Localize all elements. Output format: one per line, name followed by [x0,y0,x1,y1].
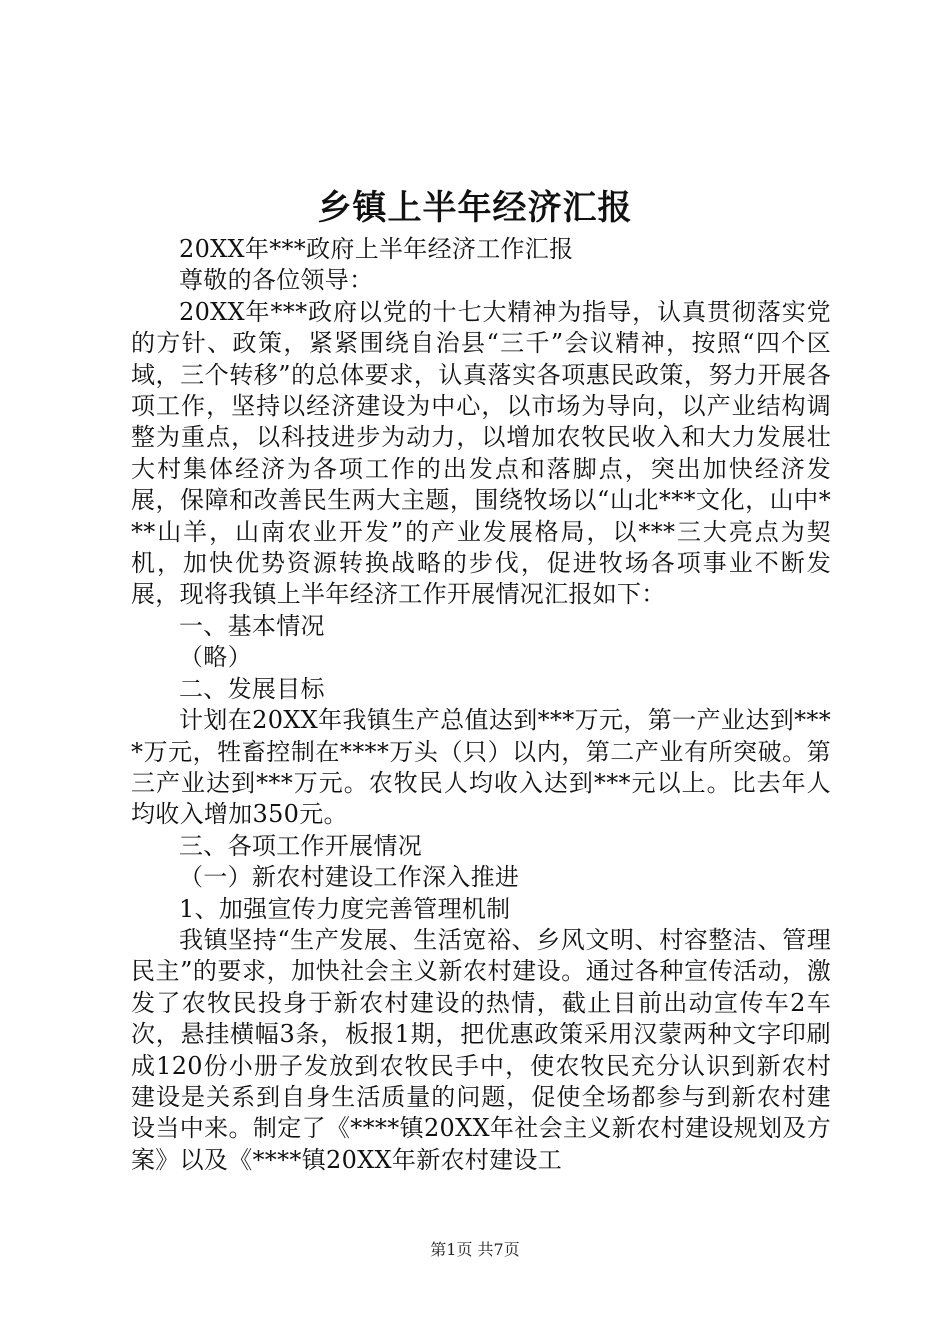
document-title: 乡镇上半年经济汇报 [317,188,633,228]
paragraph-publicity: 我镇坚持“生产发展、生活宽裕、乡风文明、村容整洁、管理民主”的要求，加快社会主义新农村建设。通过各种宣传活动，激发了农牧民投身于新农村建设的热情，截止目前出动宣传车2车次，悬挂横幅3条，板报1期，把优惠政策采用汉蒙两种文字印刷成120份小册子发放到农牧民手中，使农牧民充分认识到新农村建设是关系到自身生活质量的问题，促使全场都参与到新农村建设当中来。制定了《****镇20XX年社会主义新农村建设规划及方案》以及《****镇20XX年新农村建设工 [131,925,831,1174]
paragraph-intro: 20XX年***政府以党的十七大精神为指导，认真贯彻落实党的方针、政策，紧紧围绕自治县“三千”会议精神，按照“四个区域，三个转移”的总体要求，认真落实各项惠民政策，努力开展各项工作，坚持以经济建设为中心，以市场为导向，以产业结构调整为重点，以科技进步为动力，以增加农牧民收入和大力发展壮大村集体经济为各项工作的出发点和落脚点，突出加快经济发展，保障和改善民生两大主题，围绕牧场以“山北***文化，山中***山羊，山南农业开发”的产业发展格局，以***三大亮点为契机，加快优势资源转换战略的步伐，促进牧场各项事业不断发展，现将我镇上半年经济工作开展情况汇报如下： [131,297,831,609]
subheading-publicity: 1、加强宣传力度完善管理机制 [179,894,511,923]
paragraph-goals: 计划在20XX年我镇生产总值达到***万元，第一产业达到****万元，牲畜控制在****万头（只）以内，第二产业有所突破。第三产业达到***万元。农牧民人均收入达到***元以上。比去年人均收入增加350元。 [131,706,831,829]
document-body [131,234,831,1176]
page-indicator: 第1页 共7页 [430,1240,520,1259]
paragraph-salutation: 尊敬的各位领导： [179,266,374,295]
subheading-new-countryside: （一）新农村建设工作深入推进 [179,863,520,892]
paragraph-omitted: （略） [179,643,252,672]
heading-basic-situation: 一、基本情况 [179,611,325,640]
heading-development-goals: 二、发展目标 [179,674,325,703]
heading-work-progress: 三、各项工作开展情况 [179,831,422,860]
paragraph-subtitle: 20XX年***政府上半年经济工作汇报 [179,235,574,263]
